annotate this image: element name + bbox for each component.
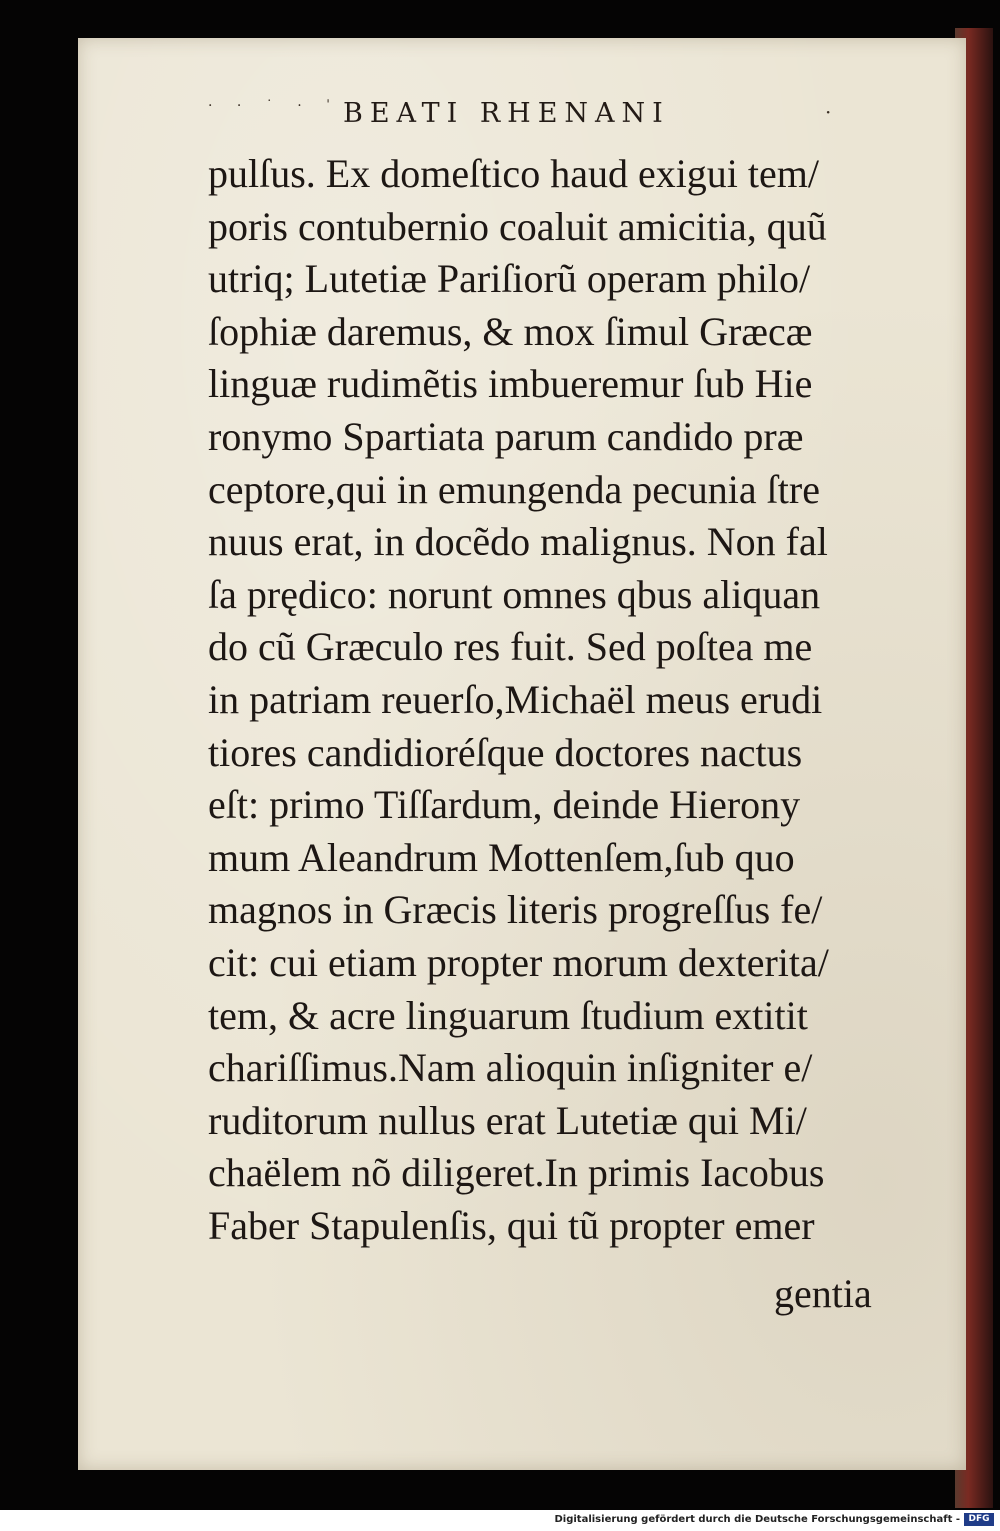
text-line: utriq; Lutetiæ Pariſiorũ operam philo/: [208, 256, 811, 302]
book-page: [78, 38, 966, 1470]
text-line: tem, & acre linguarum ſtudium extitit: [208, 992, 808, 1038]
ornament-dot: ·: [825, 100, 832, 124]
text-line: pulſus. Ex domeſtico haud exigui tem/: [208, 151, 820, 196]
text-line: nuus erat, in docẽdo malignus. Non fal: [208, 519, 828, 565]
text-line: eſt: primo Tiſſardum, deinde Hierony: [208, 782, 801, 828]
text-line: ſophiæ daremus, & mox ſimul Græcæ: [208, 308, 813, 354]
text-line: ruditorum nullus erat Lutetiæ qui Mi/: [208, 1097, 807, 1143]
text-line: ſa prędico: norunt omnes qbus aliquan: [208, 571, 821, 617]
text-line: ceptore,qui in emungenda pecunia ſtre: [208, 466, 820, 512]
catchword: gentia: [774, 1271, 872, 1316]
text-line: in patriam reuerſo,Michaël meus erudi: [208, 676, 823, 722]
footer-credit: Digitalisierung gefördert durch die Deutsche Forschungsgemeinschaft -: [554, 1514, 960, 1525]
text-line: cit: cui etiam propter morum dexterita/: [208, 939, 829, 985]
text-line: poris contubernio coaluit amicitia, quũ: [208, 203, 827, 249]
body-text: [208, 148, 898, 1252]
dfg-logo-icon: DFG: [964, 1513, 994, 1526]
text-line: magnos in Græcis literis progreſſus fe/: [208, 887, 823, 933]
text-line: ronymo Spartiata parum candido præ: [208, 413, 804, 459]
text-line: chariſſimus.Nam alioquin inſigniter e/: [208, 1045, 813, 1091]
text-line: do cũ Græculo res fuit. Sed poſtea me: [208, 624, 813, 670]
running-head: BEATI RHENANI: [343, 98, 670, 129]
text-line: mum Aleandrum Mottenſem,ſub quo: [208, 834, 795, 880]
text-line: tiores candidioréſque doctores nactus: [208, 729, 803, 775]
text-line: linguæ rudimẽtis imbueremur ſub Hie: [208, 361, 813, 407]
text-line: chaëlem nõ diligeret.In primis Iacobus: [208, 1150, 825, 1196]
ornament-dots: · · ˙ · ˈ: [208, 98, 340, 114]
text-line: Faber Stapulenſis, qui tũ propter emer: [208, 1202, 815, 1248]
footer-bar: [0, 1510, 1000, 1531]
